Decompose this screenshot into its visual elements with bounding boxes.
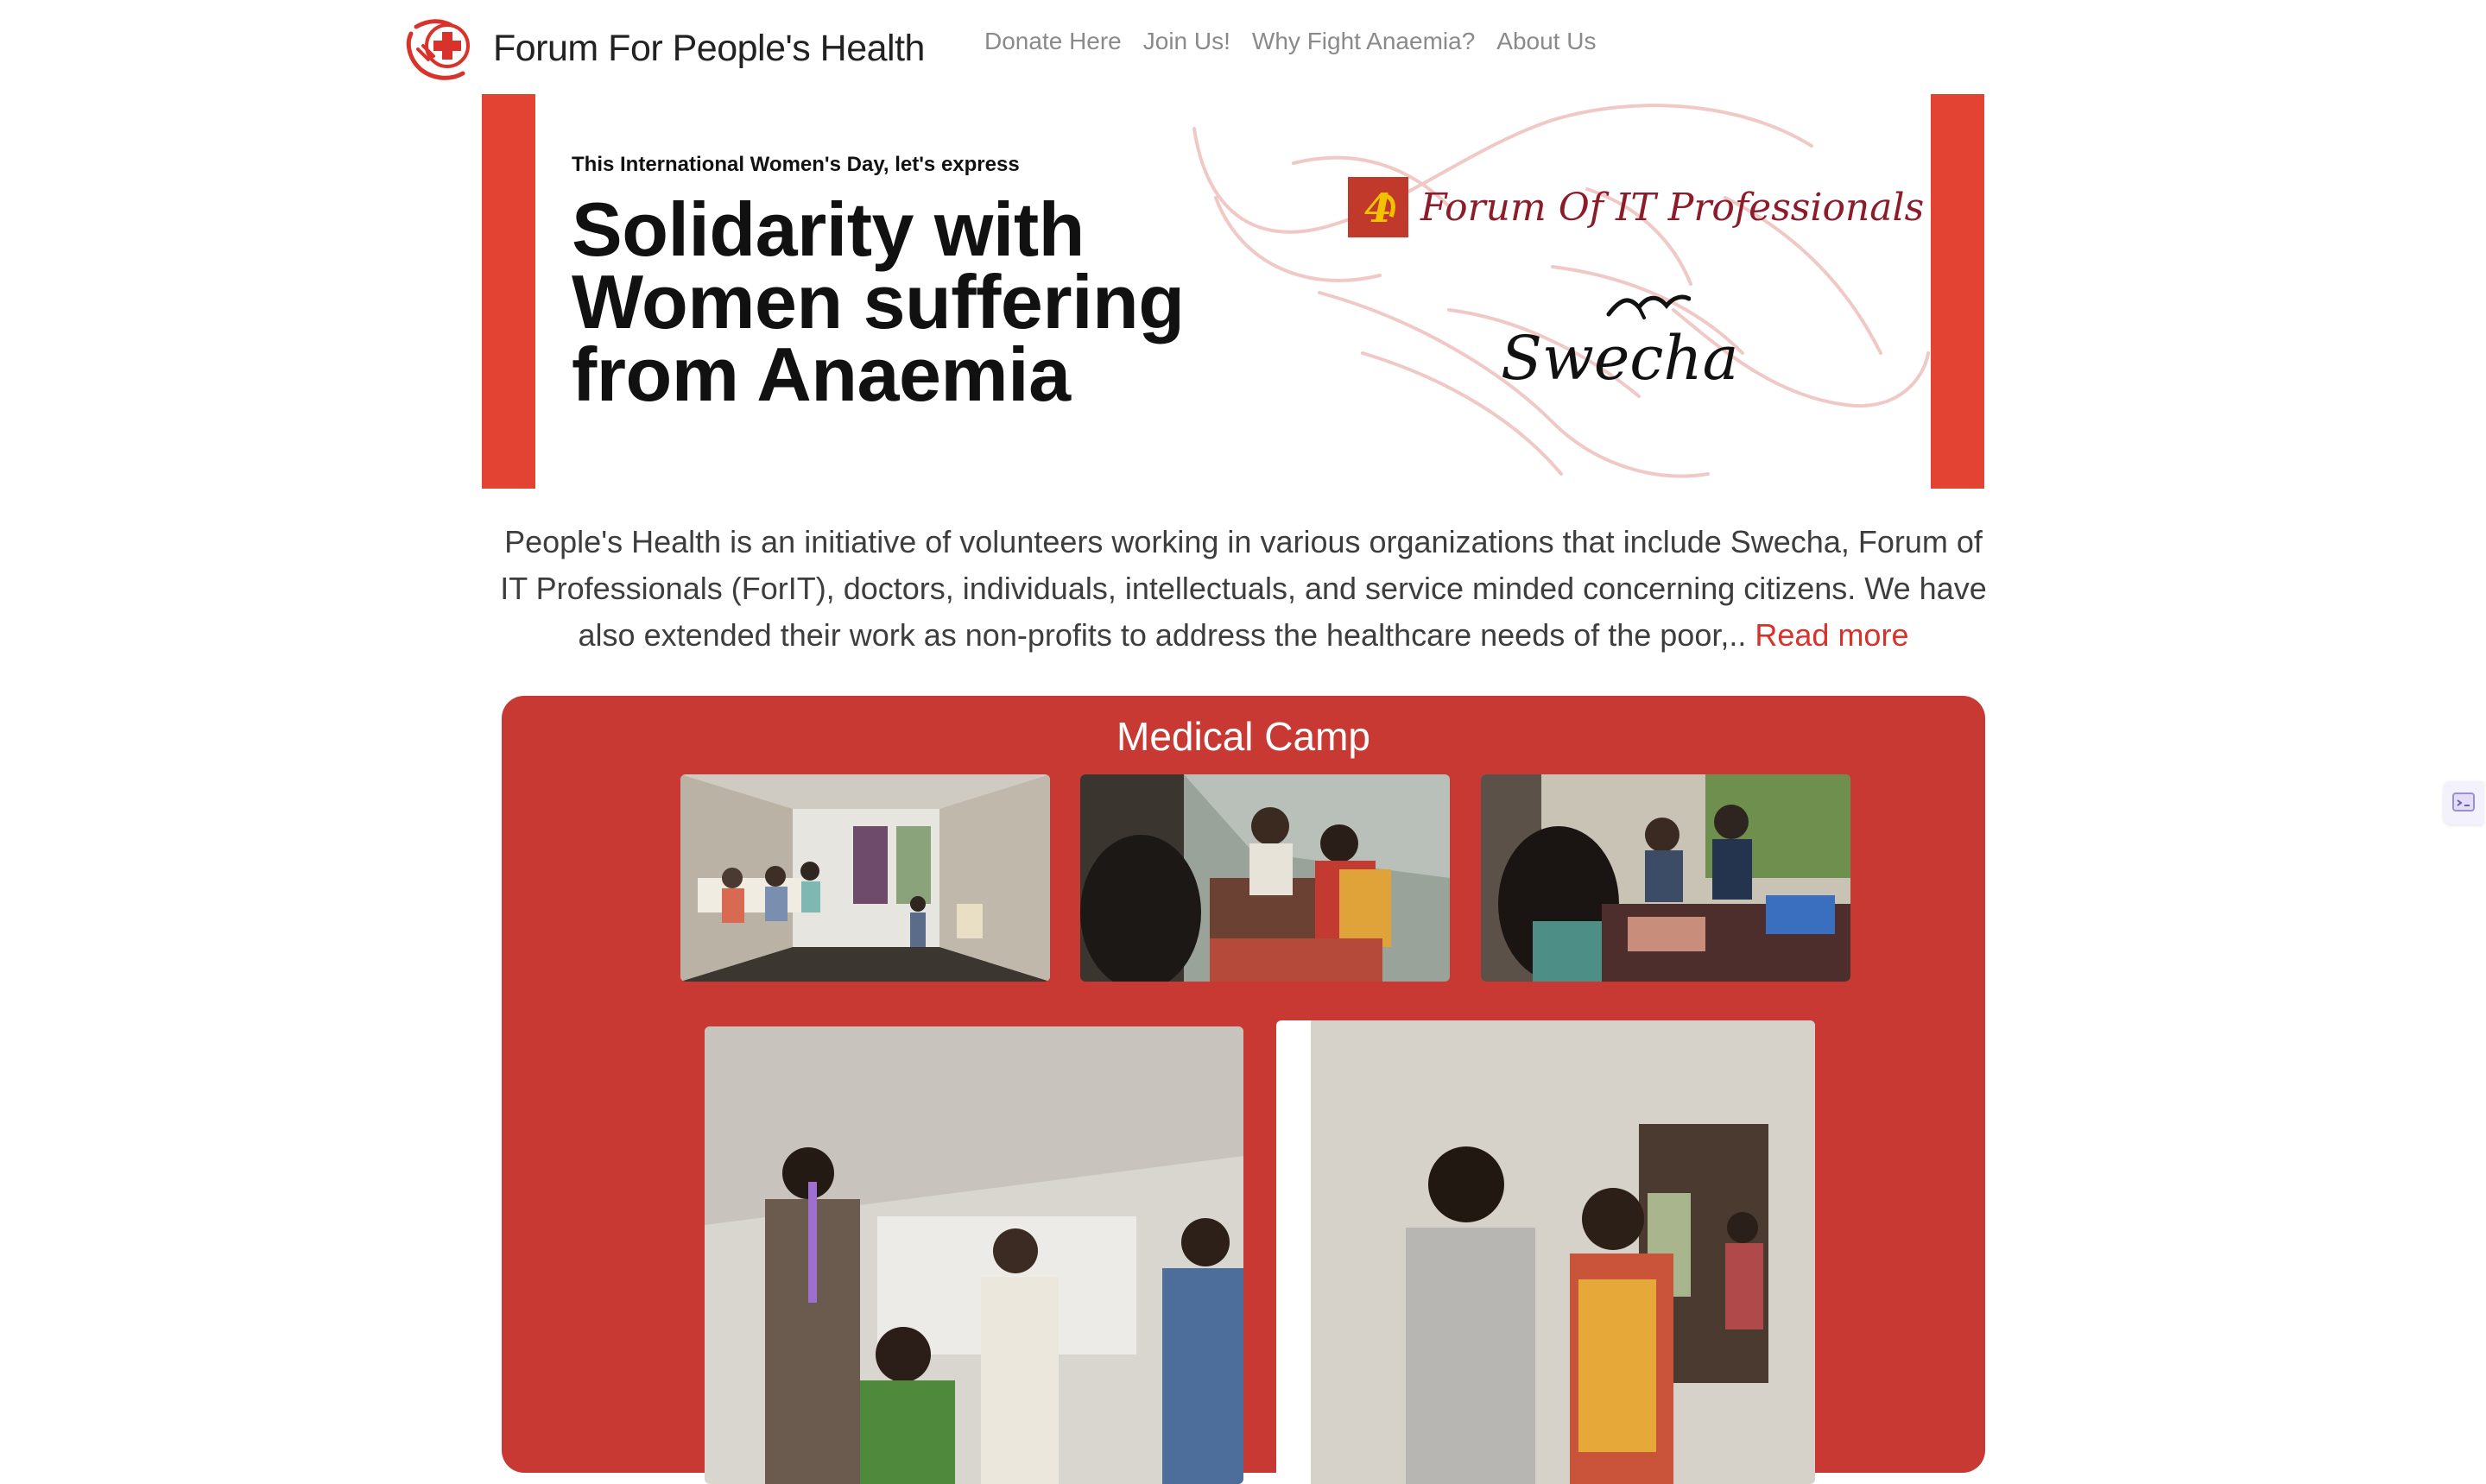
swecha-logo bbox=[1501, 288, 1739, 401]
banner-accent-left bbox=[482, 94, 535, 489]
nav-why-anaemia-link[interactable]: Why Fight Anaemia? bbox=[1251, 28, 1476, 54]
intro-text: People's Health is an initiative of volunteers working in various organizations that include Swecha, Forum of IT Professionals (ForIT), doctors, individuals, intellectuals, and service minded concerning citizens. We have also extended their work as non-profits to address the healthcare needs of the poor,.. bbox=[500, 524, 1987, 653]
read-more-link[interactable]: Read more bbox=[1755, 617, 1909, 653]
nav-donate-link[interactable]: Donate Here bbox=[984, 28, 1122, 54]
banner-headline: Solidarity with Women suffering from Anaemia bbox=[572, 186, 1185, 417]
intro-paragraph bbox=[492, 519, 1995, 659]
camp-photo-walking[interactable] bbox=[1276, 1020, 1815, 1484]
assistant-widget-icon bbox=[2444, 781, 2483, 824]
banner-accent-right bbox=[1931, 94, 1984, 489]
brand-link[interactable] bbox=[402, 14, 925, 83]
svg-text:4: 4 bbox=[1363, 185, 1393, 231]
medical-camp-section bbox=[502, 696, 1985, 1473]
camp-photo-corridor[interactable] bbox=[680, 774, 1050, 982]
banner-kicker: This International Women's Day, let's express bbox=[572, 153, 1020, 176]
navbar bbox=[0, 0, 2486, 91]
nav-links bbox=[984, 28, 1617, 55]
camp-photo-consultation[interactable] bbox=[1080, 774, 1450, 982]
forit-name: Forum Of IT Professionals bbox=[1420, 185, 1925, 230]
assistant-widget[interactable] bbox=[2444, 781, 2483, 824]
forit-logo bbox=[1348, 177, 1924, 237]
nav-join-link[interactable]: Join Us! bbox=[1142, 28, 1230, 54]
nav-about-link[interactable]: About Us bbox=[1496, 28, 1597, 54]
medical-camp-title: Medical Camp bbox=[1116, 714, 1370, 759]
forit-logo-mark bbox=[1348, 177, 1408, 237]
camp-photo-checkup[interactable] bbox=[1481, 774, 1850, 982]
camp-photo-assisting[interactable] bbox=[705, 1026, 1243, 1484]
swecha-name: Swecha bbox=[1501, 323, 1739, 394]
womens-day-banner bbox=[482, 94, 1984, 489]
swecha-birds-mark bbox=[1604, 288, 1691, 323]
medical-cross-logo-icon bbox=[402, 15, 477, 82]
brand-name: Forum For People's Health bbox=[493, 27, 925, 69]
